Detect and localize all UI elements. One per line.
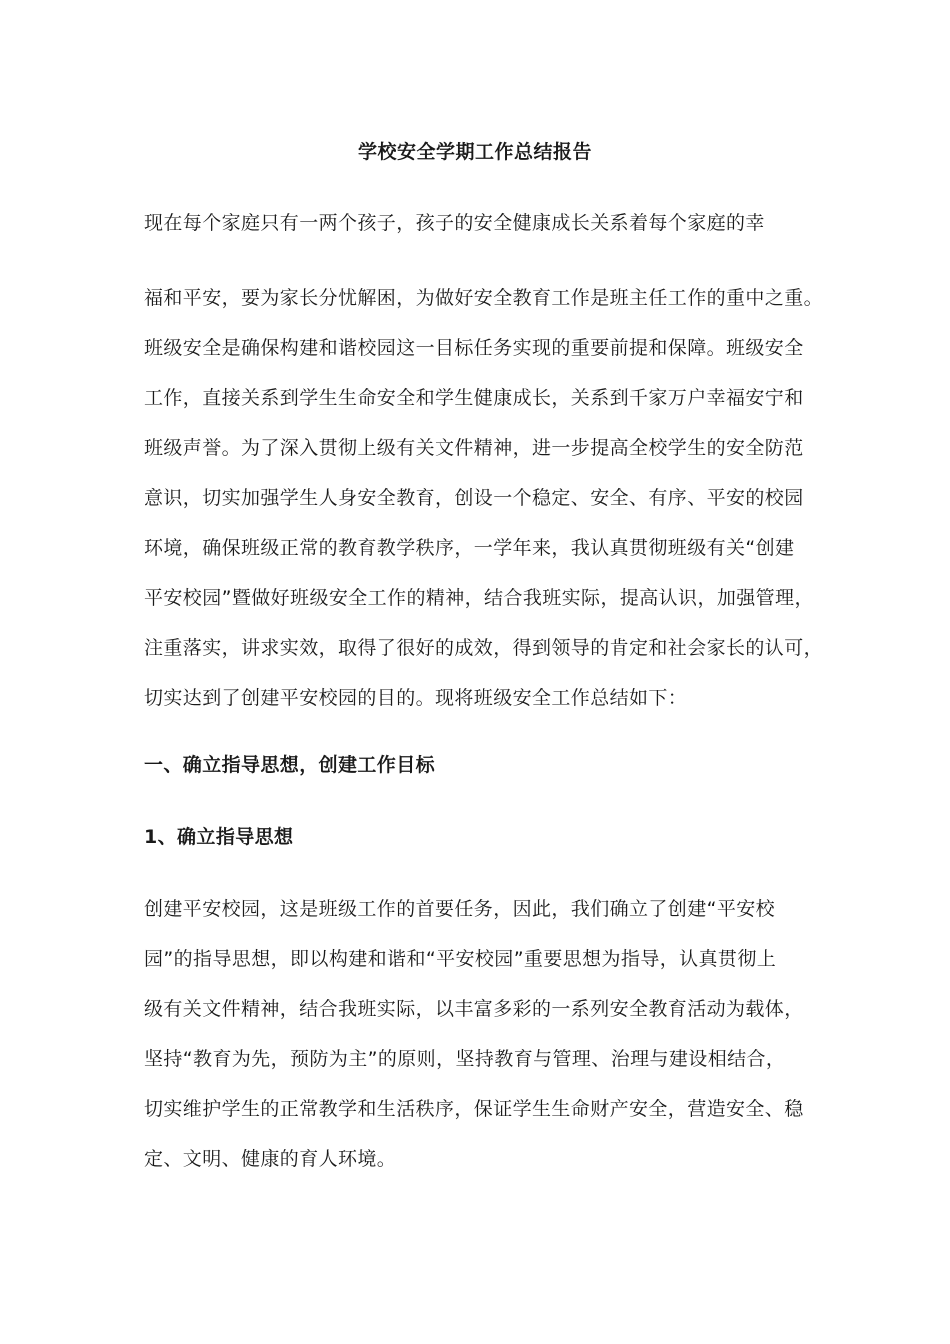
text-line: 现在每个家庭只有一两个孩子，孩子的安全健康成长关系着每个家庭的幸 — [144, 212, 765, 234]
section-paragraph — [144, 884, 834, 1184]
text-line: 班级安全是确保构建和谐校园这一目标任务实现的重要前提和保障。班级安全 — [144, 337, 804, 359]
text-line: 园”的指导思想，即以构建和谐和“平安校园”重要思想为指导，认真贯彻上 — [144, 948, 777, 970]
subsection-heading: 1、确立指导思想 — [144, 826, 294, 848]
section-heading: 一、确立指导思想，创建工作目标 — [144, 754, 436, 776]
document-title: 学校安全学期工作总结报告 — [357, 141, 592, 163]
text-line: 福和平安，要为家长分忧解困，为做好安全教育工作是班主任工作的重中之重。 — [144, 287, 824, 309]
text-line: 定、文明、健康的育人环境。 — [144, 1148, 397, 1170]
text-line: 意识，切实加强学生人身安全教育，创设一个稳定、安全、有序、平安的校园 — [144, 487, 804, 509]
text-line: 切实维护学生的正常教学和生活秩序，保证学生生命财产安全，营造安全、稳 — [144, 1098, 804, 1120]
text-line: 班级声誉。为了深入贯彻上级有关文件精神，进一步提高全校学生的安全防范 — [144, 437, 804, 459]
text-line: 工作，直接关系到学生生命安全和学生健康成长，关系到千家万户幸福安宁和 — [144, 387, 804, 409]
text-line: 创建平安校园，这是班级工作的首要任务，因此，我们确立了创建“平安校 — [144, 898, 776, 920]
text-line: 环境，确保班级正常的教育教学秩序，一学年来，我认真贯彻班级有关“创建 — [144, 537, 795, 559]
intro-paragraph — [144, 273, 834, 723]
text-line: 级有关文件精神，结合我班实际，以丰富多彩的一系列安全教育活动为载体， — [144, 998, 804, 1020]
text-line: 注重落实，讲求实效，取得了很好的成效，得到领导的肯定和社会家长的认可， — [144, 637, 824, 659]
text-line: 切实达到了创建平安校园的目的。现将班级安全工作总结如下： — [144, 687, 688, 709]
text-line: 坚持“教育为先，预防为主”的原则，坚持教育与管理、治理与建设相结合， — [144, 1048, 786, 1070]
text-line: 平安校园”暨做好班级安全工作的精神，结合我班实际，提高认识，加强管理， — [144, 587, 814, 609]
intro-first-line — [144, 198, 834, 248]
